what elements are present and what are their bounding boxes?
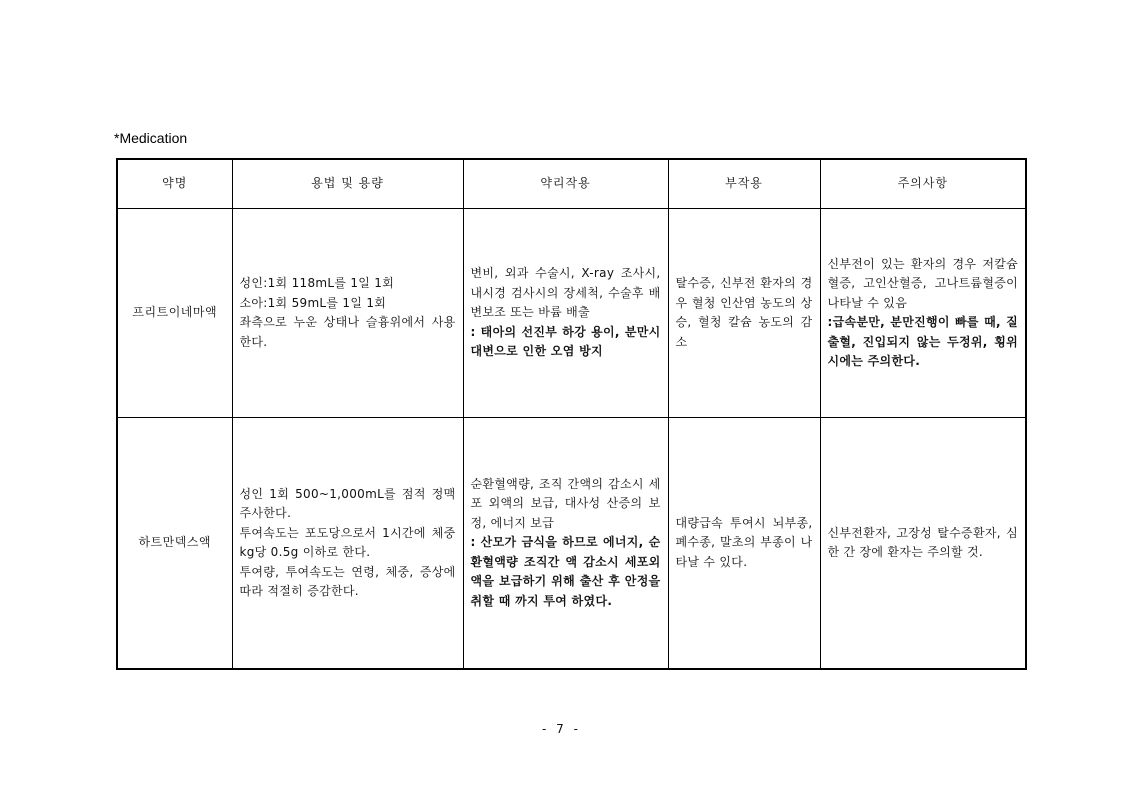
action-cell [463, 418, 668, 670]
dosage-line: 투여량, 투여속도는 연령, 체중, 증상에 따라 적절히 증감한다. [239, 564, 456, 598]
action-note: : 태아의 선진부 하강 용이, 분만시 대변으로 인한 오염 방지 [470, 324, 661, 359]
side-effects-cell: 탈수증, 신부전 환자의 경우 혈청 인산염 농도의 상승, 혈청 칼슘 농도의 감소 [668, 209, 820, 418]
medication-table [116, 158, 1027, 670]
dosage-line: 성인 1회 500~1,000mL를 점적 정맥주사한다. [239, 486, 456, 520]
header-side-effects: 부작용 [668, 159, 820, 209]
header-caution: 주의사항 [820, 159, 1026, 209]
action-cell [463, 209, 668, 418]
section-heading: *Medication [114, 130, 188, 146]
caution-cell: 신부전환자, 고장성 탈수증환자, 심한 간 장에 환자는 주의할 것. [820, 418, 1026, 670]
action-text: 변비, 외과 수술시, X-ray 조사시, 내시경 검사시의 장세척, 수술후 배변보조 또는 바륨 배출 [470, 266, 661, 320]
caution-text: 신부전이 있는 환자의 경우 저칼슘혈증, 고인산혈증, 고나트륨혈증이 나타날 수 있음 [827, 256, 1018, 310]
dosage-cell [232, 418, 463, 670]
table-row [117, 418, 1026, 670]
side-effects-cell: 대량급속 투여시 뇌부종, 폐수종, 말초의 부종이 나타날 수 있다. [668, 418, 820, 670]
drug-name: 하트만덱스액 [117, 418, 232, 670]
caution-note: :급속분만, 분만진행이 빠를 때, 질 출혈, 진입되지 않는 두정위, 횡위시에는 주의한다. [827, 315, 1018, 368]
action-text: 순환혈액량, 조직 간액의 감소시 세포 외액의 보급, 대사성 산증의 보정, 에너지 보급 [470, 476, 661, 530]
caution-cell [820, 209, 1026, 418]
dosage-line: 성인:1회 118mL를 1일 1회 [239, 276, 395, 290]
drug-name: 프리트이네마액 [117, 209, 232, 418]
dosage-line: 투여속도는 포도당으로서 1시간에 체중 kg당 0.5g 이하로 한다. [239, 525, 456, 559]
page-number: - 7 - [542, 722, 581, 736]
header-dosage: 용법 및 용량 [232, 159, 463, 209]
dosage-cell [232, 209, 463, 418]
table-row [117, 209, 1026, 418]
dosage-line: 소아:1회 59mL를 1일 1회 [239, 295, 387, 310]
header-action: 약리작용 [463, 159, 668, 209]
header-drug-name: 약명 [117, 159, 232, 209]
dosage-line: 좌측으로 누운 상태나 슬흉위에서 사용한다. [239, 315, 456, 349]
action-note: : 산모가 금식을 하므로 에너지, 순환혈액량 조직간 액 감소시 세포외액을 보급하기 위해 출산 후 안정을 취할 때 까지 투여 하였다. [470, 535, 661, 608]
table-header-row [117, 159, 1026, 209]
